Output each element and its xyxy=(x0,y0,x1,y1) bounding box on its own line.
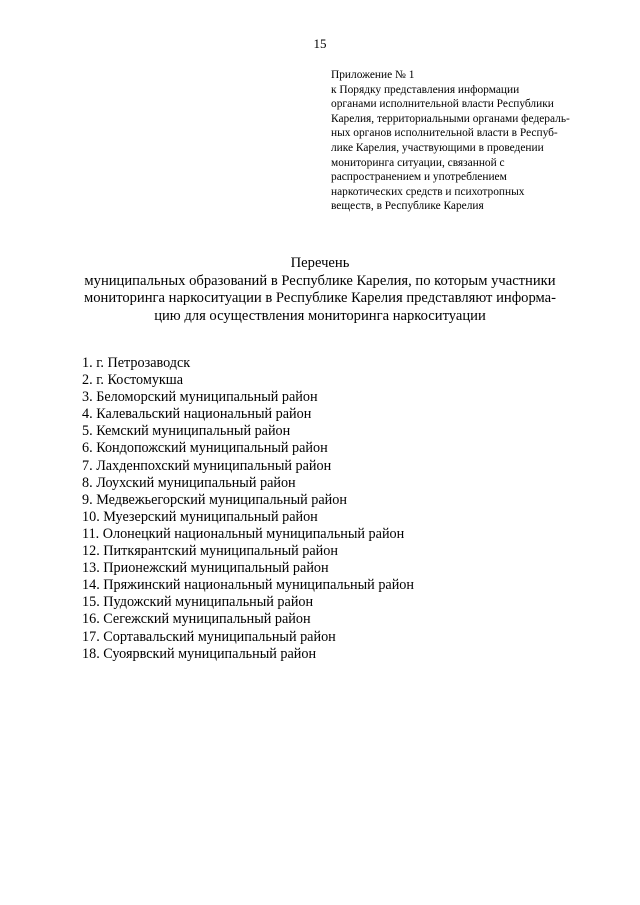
list-item: 6. Кондопожский муниципальный район xyxy=(82,440,328,457)
appendix-line: ных органов исполнительной власти в Респуб- xyxy=(331,127,558,140)
list-item: 4. Калевальский национальный район xyxy=(82,406,312,423)
list-item: 9. Медвежьегорский муниципальный район xyxy=(82,491,347,508)
appendix-line: распространением и употреблением xyxy=(331,171,507,184)
heading-title: Перечень xyxy=(290,255,350,271)
heading-line: цию для осуществления мониторинга наркоситуации xyxy=(154,307,486,324)
list-item: 13. Прионежский муниципальный район xyxy=(82,560,329,577)
heading-line: муниципальных образований в Республике Карелия, по которым участники xyxy=(84,272,556,289)
municipality-list xyxy=(82,355,414,663)
appendix-line: органами исполнительной власти Республики xyxy=(331,98,554,111)
list-item: 10. Муезерский муниципальный район xyxy=(82,508,318,525)
appendix-line: лике Карелия, участвующими в проведении xyxy=(331,141,544,154)
appendix-note xyxy=(331,68,591,214)
appendix-line: Приложение № 1 xyxy=(331,69,415,81)
list-item: 1. г. Петрозаводск xyxy=(82,355,191,371)
appendix-line: наркотических средств и психотропных xyxy=(331,185,525,198)
list-item: 2. г. Костомукша xyxy=(82,372,184,389)
heading-line: мониторинга наркоситуации в Республике Карелия представляют информа- xyxy=(83,290,556,307)
list-item: 12. Питкярантский муниципальный район xyxy=(82,543,338,560)
page-number: 15 xyxy=(313,36,327,51)
list-item: 16. Сегежский муниципальный район xyxy=(82,611,311,628)
list-item: 5. Кемский муниципальный район xyxy=(82,423,291,440)
list-item: 17. Сортавальский муниципальный район xyxy=(82,628,336,645)
appendix-line: к Порядку представления информации xyxy=(331,83,520,96)
document-heading xyxy=(0,255,640,325)
appendix-line: веществ, в Республике Карелия xyxy=(331,200,484,213)
appendix-line: мониторинга ситуации, связанной с xyxy=(331,156,505,169)
list-item: 3. Беломорский муниципальный район xyxy=(82,389,318,406)
list-item: 18. Суоярвский муниципальный район xyxy=(82,645,317,662)
list-item: 11. Олонецкий национальный муниципальный район xyxy=(82,525,405,542)
list-item: 15. Пудожский муниципальный район xyxy=(82,594,314,611)
list-item: 7. Лахденпохский муниципальный район xyxy=(82,457,332,474)
list-item: 8. Лоухский муниципальный район xyxy=(82,474,296,491)
appendix-line: Карелия, территориальными органами федераль- xyxy=(331,112,570,125)
list-item: 14. Пряжинский национальный муниципальный район xyxy=(82,577,414,594)
